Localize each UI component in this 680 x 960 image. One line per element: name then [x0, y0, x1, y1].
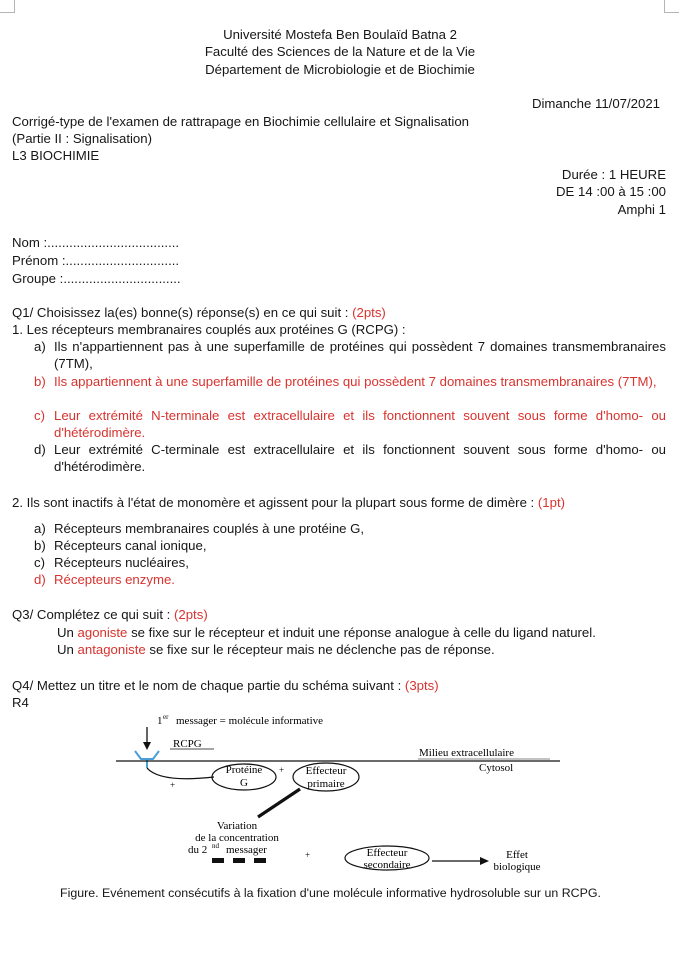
messenger-superscript: er — [163, 713, 169, 721]
ligand-arrow-head — [143, 742, 151, 750]
effect-label-1: Effet — [506, 849, 528, 861]
exam-part: (Partie II : Signalisation) — [12, 131, 152, 146]
plus-sign: + — [170, 780, 176, 790]
cytosol-label: Cytosol — [479, 762, 514, 774]
q3-points: (2pts) — [174, 607, 208, 622]
exam-date: Dimanche 11/07/2021 — [531, 96, 660, 111]
option-text: Ils appartiennent à une superfamille de protéines qui possèdent 7 domaines transmembranaires (7TM), — [54, 374, 657, 389]
q2-option-d — [34, 571, 666, 588]
extracellular-label: Milieu extracellulaire — [419, 747, 514, 759]
effect-arrow-head — [480, 857, 489, 865]
exam-level: L3 BIOCHIMIE — [12, 148, 100, 163]
group-field: Groupe :................................ — [12, 271, 181, 286]
corner-mark-top-right — [664, 0, 679, 13]
q3-prompt — [12, 606, 208, 623]
exam-title: Corrigé-type de l'examen de rattrapage en Biochimie cellulaire et Signalisation — [12, 114, 470, 129]
q3-text: se fixe sur le récepteur et induit une réponse analogue à celle du ligand naturel. — [131, 625, 596, 640]
q1-stem: 1. Les récepteurs membranaires couplés aux protéines G (RCPG) : — [12, 322, 406, 337]
option-label: d) — [34, 572, 46, 587]
variation-superscript: nd — [212, 842, 219, 850]
gprotein-label: Protéine — [225, 764, 263, 776]
faculty-name: Faculté des Sciences de la Nature et de la Vie — [204, 44, 476, 59]
rcpg-label: RCPG — [173, 738, 202, 750]
variation-label-3b: messager — [226, 844, 267, 856]
q2-stem — [12, 494, 565, 511]
receptor-cup-icon — [135, 751, 159, 759]
name-field: Nom :.................................... — [12, 235, 180, 250]
option-label: c) — [34, 555, 45, 570]
figure-label: Figure. — [60, 886, 99, 900]
q4-points: (3pts) — [404, 678, 439, 693]
q3-line-agonist — [57, 624, 596, 641]
q4-prompt — [12, 677, 439, 694]
variation-label-3a: du 2 — [188, 844, 208, 856]
second-messenger-dash — [212, 858, 224, 863]
q3-line-antagonist — [57, 641, 495, 658]
q4-answer-label: R4 — [12, 695, 29, 710]
figure-caption — [60, 885, 601, 902]
option-label: a) — [34, 521, 46, 536]
option-text: Récepteurs canal ionique, — [54, 538, 207, 553]
option-text: Récepteurs membranaires couplés à une protéine G, — [54, 521, 365, 536]
secondary-effector-label-2: secondaire — [363, 859, 411, 871]
q2-option-c — [34, 554, 666, 571]
option-label: c) — [34, 408, 45, 423]
q1-prompt — [12, 304, 386, 321]
second-messenger-dash — [233, 858, 245, 863]
agonist-answer: agoniste — [77, 625, 128, 640]
q1-option-a — [34, 338, 666, 372]
q3-prompt-text: Q3/ Complétez ce qui suit : — [12, 607, 171, 622]
q3-text: se fixe sur le récepteur mais ne déclenche pas de réponse. — [149, 642, 495, 657]
university-name: Université Mostefa Ben Boulaïd Batna 2 — [223, 27, 457, 42]
option-label: b) — [34, 538, 46, 553]
q3-text: Un — [57, 625, 74, 640]
q2-option-b — [34, 537, 666, 554]
primary-effector-label-2: primaire — [307, 778, 345, 790]
plus-sign: + — [279, 765, 285, 775]
q1-option-c — [34, 407, 666, 441]
option-label: b) — [34, 374, 46, 389]
plus-sign: + — [305, 850, 311, 860]
q2-option-a — [34, 520, 666, 537]
option-text: Ils n'appartiennent pas à une superfamille de protéines qui possèdent 7 domaines transmembranaires (7TM), — [54, 339, 666, 371]
q3-text: Un — [57, 642, 74, 657]
effector-to-variation-arrow — [258, 789, 300, 817]
q1-prompt-text: Q1/ Choisissez la(es) bonne(s) réponse(s) en ce qui suit : — [12, 305, 349, 320]
exam-time: DE 14 :00 à 15 :00 — [556, 184, 666, 199]
gprotein-letter: G — [240, 777, 248, 789]
corner-mark-top-left — [0, 0, 15, 13]
variation-label-2: de la concentration — [195, 832, 279, 844]
second-messenger-dash — [254, 858, 266, 863]
variation-label-1: Variation — [216, 820, 258, 832]
option-text: Leur extrémité N-terminale est extracellulaire et ils fonctionnent souvent sous forme d'homo- ou d'hétérodimère. — [54, 408, 666, 440]
option-text: Récepteurs nucléaires, — [54, 555, 189, 570]
secondary-effector-label-1: Effecteur — [366, 847, 408, 859]
firstname-field: Prénom :............................... — [12, 253, 180, 268]
q2-points: (1pt) — [537, 495, 566, 510]
option-text: Récepteurs enzyme. — [54, 572, 175, 587]
antagonist-answer: antagoniste — [77, 642, 146, 657]
rcpg-signaling-diagram — [0, 705, 680, 885]
q1-points: (2pts) — [352, 305, 386, 320]
first-messenger-label: messager = molécule informative — [176, 715, 324, 727]
q1-option-b — [34, 373, 666, 390]
option-label: d) — [34, 442, 46, 457]
q1-option-d — [34, 441, 666, 475]
q2-stem-text: 2. Ils sont inactifs à l'état de monomère et agissent pour la plupart sous forme de dimère : — [12, 495, 535, 510]
option-label: a) — [34, 339, 46, 354]
effect-label-2: biologique — [493, 861, 541, 873]
department-name: Département de Microbiologie et de Biochimie — [205, 62, 475, 77]
exam-room: Amphi 1 — [617, 202, 666, 217]
option-text: Leur extrémité C-terminale est extracellulaire et ils fonctionnent souvent sous forme d'homo- ou d'hétérodimère. — [54, 442, 666, 474]
q4-prompt-text: Q4/ Mettez un titre et le nom de chaque partie du schéma suivant : — [12, 678, 402, 693]
figure-caption-text: Evénement consécutifs à la fixation d'une molécule informative hydrosoluble sur un RCPG. — [102, 886, 601, 900]
receptor-to-gprotein-arrow — [147, 768, 214, 779]
messenger-number: 1 — [157, 715, 163, 727]
exam-duration: Durée : 1 HEURE — [561, 167, 666, 182]
primary-effector-label-1: Effecteur — [305, 765, 347, 777]
